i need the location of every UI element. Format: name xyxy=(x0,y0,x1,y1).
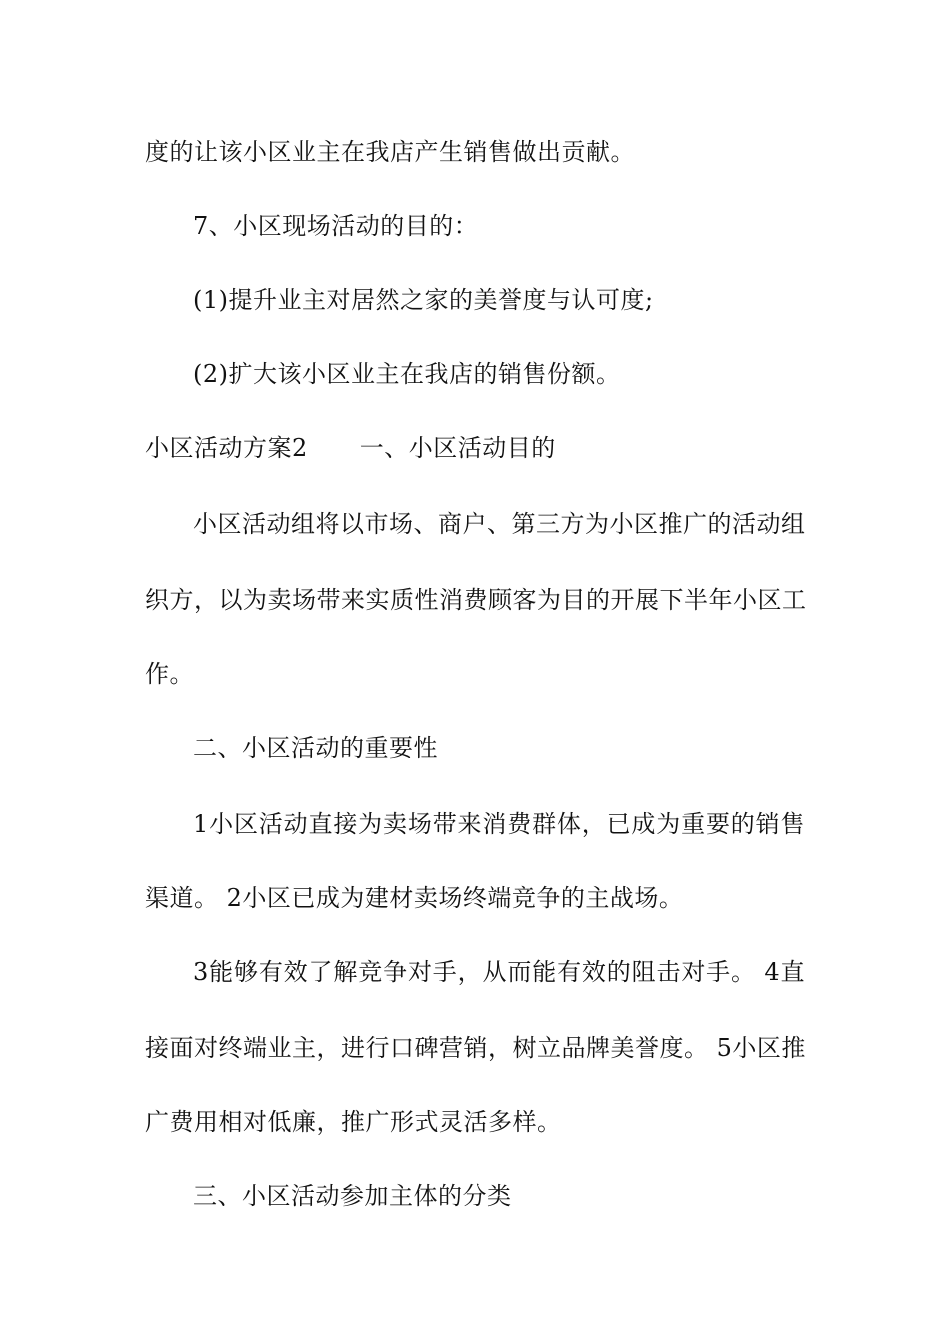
paragraph-line: 织方，以为卖场带来实质性消费顾客为目的开展下半年小区工 xyxy=(145,586,807,614)
list-item: (2)扩大该小区业主在我店的销售份额。 xyxy=(193,360,621,388)
section-heading: 三、小区活动参加主体的分类 xyxy=(193,1182,512,1210)
list-heading: 7、小区现场活动的目的： xyxy=(193,212,479,240)
section-heading: 二、小区活动的重要性 xyxy=(193,734,438,762)
paragraph-line: 接面对终端业主，进行口碑营销，树立品牌美誉度。 5小区推 xyxy=(145,1034,806,1062)
section-title: 小区活动方案2 xyxy=(145,434,308,462)
paragraph-line: 1小区活动直接为卖场带来消费群体，已成为重要的销售 xyxy=(193,810,805,838)
section-heading: 一、小区活动目的 xyxy=(359,434,556,462)
paragraph-line: 3能够有效了解竞争对手，从而能有效的阻击对手。 4直 xyxy=(193,958,805,986)
paragraph-line: 作。 xyxy=(145,660,194,688)
paragraph-line: 渠道。 2小区已成为建材卖场终端竞争的主战场。 xyxy=(145,884,684,912)
list-item: (1)提升业主对居然之家的美誉度与认可度; xyxy=(193,286,654,314)
paragraph-line: 度的让该小区业主在我店产生销售做出贡献。 xyxy=(145,138,635,166)
paragraph-line: 小区活动组将以市场、商户、第三方为小区推广的活动组 xyxy=(193,510,806,538)
paragraph-line: 广费用相对低廉，推广形式灵活多样。 xyxy=(145,1108,562,1136)
section-title-row xyxy=(145,432,556,464)
